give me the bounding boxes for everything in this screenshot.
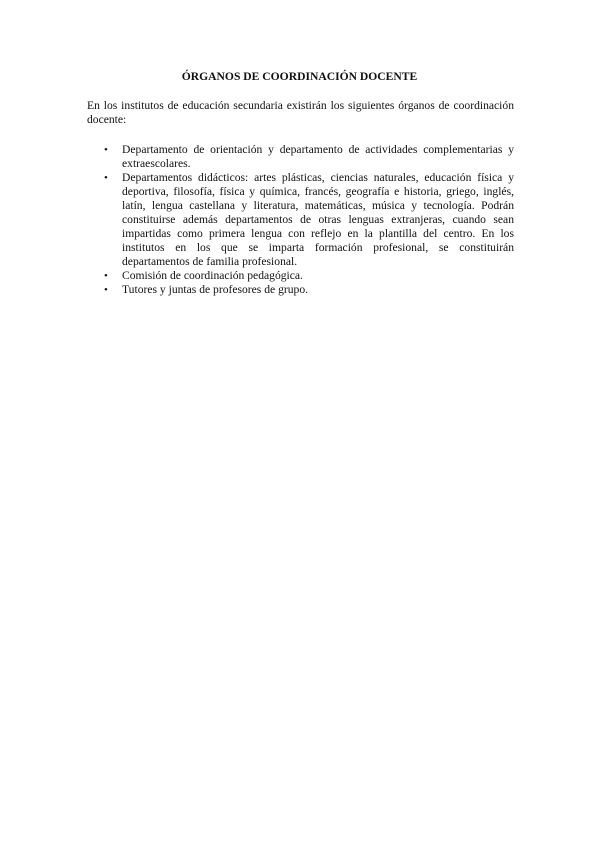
list-item-text: Comisión de coordinación pedagógica. [122,269,303,282]
bullet-icon: • [104,172,108,184]
organs-list [87,143,514,297]
list-item [87,269,514,283]
list-item-text: Tutores y juntas de profesores de grupo. [122,283,309,296]
intro-paragraph: En los institutos de educación secundaria existirán los siguientes órganos de coordinación docente: [87,99,514,126]
bullet-icon: • [104,284,108,296]
list-item-text: Departamento de orientación y departamento de actividades complementarias y extraescolares. [122,143,514,170]
list-item [87,283,514,297]
list-item [87,171,514,269]
bullet-icon: • [104,144,108,156]
list-item [87,143,514,171]
bullet-icon: • [104,270,108,282]
document-title: ÓRGANOS DE COORDINACIÓN DOCENTE [181,70,418,83]
list-item-text: Departamentos didácticos: artes plásticas, ciencias naturales, educación física y deportiva, filosofía, física y química, francés, geografía e historia, griego, inglés, latín, lengua castellana y literatura, matemáticas, música y tecnología. Podrán constituirse además departamentos de otras lenguas extranjeras, cuando sean impartidas como primera lengua con reflejo en la plantilla del centro. En los institutos en los que se imparta formación profesional, se constituirán departamentos de familia profesional. [122,171,514,268]
